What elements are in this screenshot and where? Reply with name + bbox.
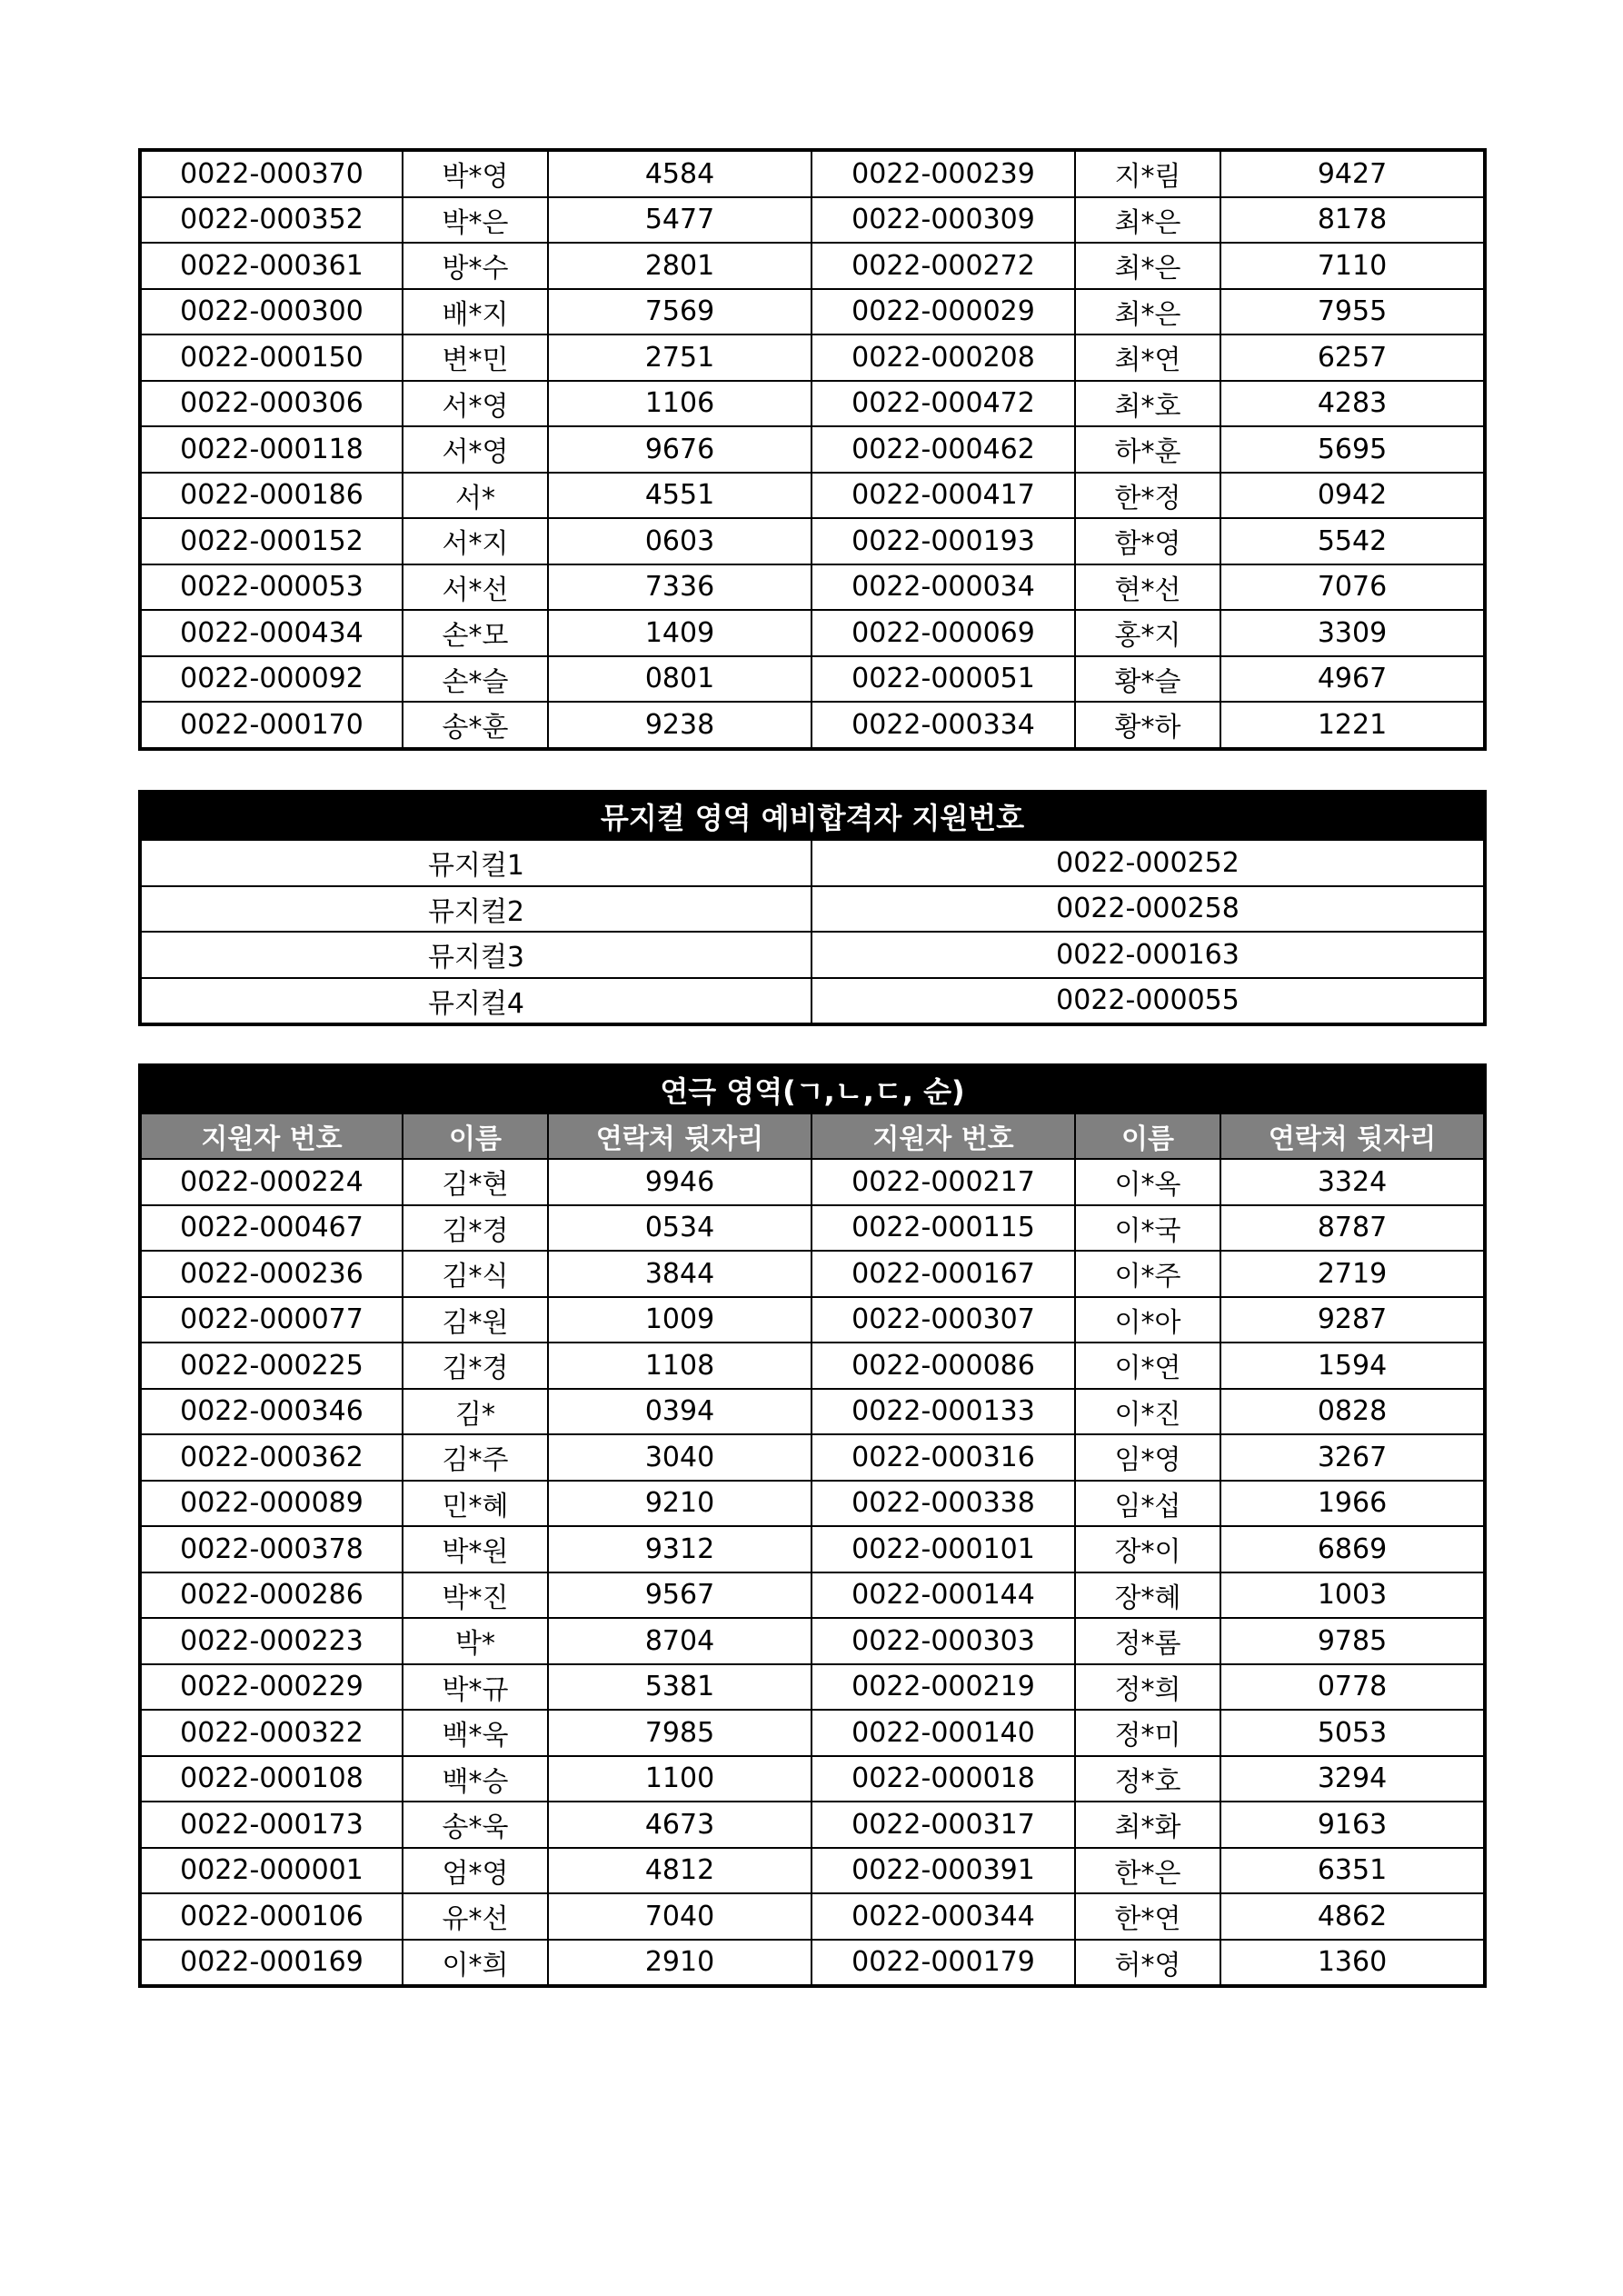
applicant-number-cell: 0022-000118 <box>140 426 403 473</box>
applicant-number-cell: 0022-000434 <box>140 610 403 656</box>
applicant-number-cell: 0022-000344 <box>812 1893 1075 1940</box>
contact-digits-cell: 3324 <box>1220 1159 1485 1205</box>
contact-digits-cell: 1221 <box>1220 702 1485 749</box>
table-row <box>140 610 1485 656</box>
name-cell: 이*아 <box>1075 1297 1220 1343</box>
name-cell: 엄*영 <box>403 1848 548 1894</box>
contact-digits-cell: 9287 <box>1220 1297 1485 1343</box>
contact-digits-cell: 0534 <box>548 1205 812 1252</box>
name-cell: 박*영 <box>403 150 548 197</box>
contact-digits-cell: 1108 <box>548 1343 812 1389</box>
header-contact-last-digits: 연락처 뒷자리 <box>1220 1113 1485 1159</box>
name-cell: 지*림 <box>1075 150 1220 197</box>
name-cell: 변*민 <box>403 334 548 381</box>
name-cell: 김*원 <box>403 1297 548 1343</box>
applicant-number-cell: 0022-000272 <box>812 243 1075 289</box>
contact-digits-cell: 8704 <box>548 1618 812 1664</box>
applicant-number-cell: 0022-000053 <box>140 564 403 611</box>
name-cell: 방*수 <box>403 243 548 289</box>
contact-digits-cell: 1009 <box>548 1297 812 1343</box>
theater-title-row <box>140 1065 1485 1113</box>
musical-label-cell: 뮤지컬2 <box>140 886 812 933</box>
table-row <box>140 1205 1485 1252</box>
applicant-number-cell: 0022-000252 <box>812 840 1485 886</box>
applicant-number-cell: 0022-000378 <box>140 1526 403 1572</box>
contact-digits-cell: 6869 <box>1220 1526 1485 1572</box>
name-cell: 손*슬 <box>403 656 548 703</box>
name-cell: 백*욱 <box>403 1710 548 1756</box>
name-cell: 최*은 <box>1075 289 1220 335</box>
contact-digits-cell: 5542 <box>1220 518 1485 564</box>
table-row <box>140 1572 1485 1619</box>
name-cell: 백*승 <box>403 1756 548 1802</box>
applicant-number-cell: 0022-000223 <box>140 1618 403 1664</box>
theater-applicant-table <box>138 1063 1487 1988</box>
applicant-number-cell: 0022-000173 <box>140 1802 403 1848</box>
header-name: 이름 <box>1075 1113 1220 1159</box>
contact-digits-cell: 5053 <box>1220 1710 1485 1756</box>
table-row <box>140 1756 1485 1802</box>
contact-digits-cell: 7076 <box>1220 564 1485 611</box>
applicant-number-cell: 0022-000217 <box>812 1159 1075 1205</box>
musical-label-cell: 뮤지컬1 <box>140 840 812 886</box>
header-applicant-number: 지원자 번호 <box>812 1113 1075 1159</box>
name-cell: 배*지 <box>403 289 548 335</box>
name-cell: 서*지 <box>403 518 548 564</box>
name-cell: 허*영 <box>1075 1940 1220 1987</box>
name-cell: 박*규 <box>403 1664 548 1711</box>
applicant-number-cell: 0022-000089 <box>140 1481 403 1527</box>
table-row <box>140 1710 1485 1756</box>
table-row <box>140 1618 1485 1664</box>
applicant-number-cell: 0022-000391 <box>812 1848 1075 1894</box>
name-cell: 함*영 <box>1075 518 1220 564</box>
contact-digits-cell: 3040 <box>548 1434 812 1481</box>
applicant-number-cell: 0022-000140 <box>812 1710 1075 1756</box>
name-cell: 이*주 <box>1075 1251 1220 1297</box>
applicant-table-continued-body <box>140 150 1485 749</box>
applicant-number-cell: 0022-000170 <box>140 702 403 749</box>
name-cell: 최*은 <box>1075 197 1220 244</box>
name-cell: 장*이 <box>1075 1526 1220 1572</box>
contact-digits-cell: 2801 <box>548 243 812 289</box>
table-row <box>140 702 1485 749</box>
applicant-number-cell: 0022-000001 <box>140 1848 403 1894</box>
name-cell: 홍*지 <box>1075 610 1220 656</box>
table-row <box>140 1481 1485 1527</box>
contact-digits-cell: 7955 <box>1220 289 1485 335</box>
musical-waitlist-body <box>140 792 1485 1024</box>
musical-waitlist-title: 뮤지컬 영역 예비합격자 지원번호 <box>140 792 1485 840</box>
contact-digits-cell: 5695 <box>1220 426 1485 473</box>
header-name: 이름 <box>403 1113 548 1159</box>
table-row <box>140 518 1485 564</box>
theater-header-row <box>140 1113 1485 1159</box>
contact-digits-cell: 7336 <box>548 564 812 611</box>
contact-digits-cell: 2751 <box>548 334 812 381</box>
applicant-number-cell: 0022-000361 <box>140 243 403 289</box>
contact-digits-cell: 1100 <box>548 1756 812 1802</box>
contact-digits-cell: 0603 <box>548 518 812 564</box>
header-contact-last-digits: 연락처 뒷자리 <box>548 1113 812 1159</box>
name-cell: 서*영 <box>403 426 548 473</box>
contact-digits-cell: 7985 <box>548 1710 812 1756</box>
applicant-number-cell: 0022-000370 <box>140 150 403 197</box>
applicant-table-continued <box>138 148 1487 751</box>
applicant-number-cell: 0022-000229 <box>140 1664 403 1711</box>
name-cell: 현*선 <box>1075 564 1220 611</box>
contact-digits-cell: 4862 <box>1220 1893 1485 1940</box>
name-cell: 최*호 <box>1075 381 1220 427</box>
table-row <box>140 1389 1485 1435</box>
applicant-number-cell: 0022-000467 <box>140 1205 403 1252</box>
contact-digits-cell: 4551 <box>548 473 812 519</box>
name-cell: 최*화 <box>1075 1802 1220 1848</box>
applicant-number-cell: 0022-000346 <box>140 1389 403 1435</box>
applicant-number-cell: 0022-000316 <box>812 1434 1075 1481</box>
name-cell: 민*혜 <box>403 1481 548 1527</box>
name-cell: 이*연 <box>1075 1343 1220 1389</box>
table-row <box>140 334 1485 381</box>
table-row <box>140 1940 1485 1987</box>
name-cell: 박*원 <box>403 1526 548 1572</box>
applicant-number-cell: 0022-000219 <box>812 1664 1075 1711</box>
table-row <box>140 1159 1485 1205</box>
contact-digits-cell: 0778 <box>1220 1664 1485 1711</box>
applicant-number-cell: 0022-000417 <box>812 473 1075 519</box>
table-row <box>140 1526 1485 1572</box>
applicant-number-cell: 0022-000152 <box>140 518 403 564</box>
name-cell: 송*훈 <box>403 702 548 749</box>
name-cell: 손*모 <box>403 610 548 656</box>
contact-digits-cell: 0394 <box>548 1389 812 1435</box>
applicant-number-cell: 0022-000309 <box>812 197 1075 244</box>
contact-digits-cell: 3267 <box>1220 1434 1485 1481</box>
contact-digits-cell: 9210 <box>548 1481 812 1527</box>
table-row <box>140 932 1485 978</box>
applicant-number-cell: 0022-000224 <box>140 1159 403 1205</box>
applicant-number-cell: 0022-000169 <box>140 1940 403 1987</box>
applicant-number-cell: 0022-000163 <box>812 932 1485 978</box>
contact-digits-cell: 8787 <box>1220 1205 1485 1252</box>
name-cell: 송*욱 <box>403 1802 548 1848</box>
name-cell: 하*훈 <box>1075 426 1220 473</box>
name-cell: 박* <box>403 1618 548 1664</box>
applicant-number-cell: 0022-000051 <box>812 656 1075 703</box>
musical-label-cell: 뮤지컬4 <box>140 978 812 1025</box>
name-cell: 한*정 <box>1075 473 1220 519</box>
table-row <box>140 150 1485 197</box>
table-row <box>140 1251 1485 1297</box>
table-row <box>140 289 1485 335</box>
name-cell: 황*슬 <box>1075 656 1220 703</box>
table-row <box>140 426 1485 473</box>
contact-digits-cell: 4812 <box>548 1848 812 1894</box>
applicant-number-cell: 0022-000106 <box>140 1893 403 1940</box>
applicant-number-cell: 0022-000144 <box>812 1572 1075 1619</box>
table-row <box>140 656 1485 703</box>
theater-table-title: 연극 영역(ㄱ,ㄴ,ㄷ, 순) <box>140 1065 1485 1113</box>
applicant-number-cell: 0022-000462 <box>812 426 1075 473</box>
contact-digits-cell: 4673 <box>548 1802 812 1848</box>
contact-digits-cell: 3309 <box>1220 610 1485 656</box>
applicant-number-cell: 0022-000069 <box>812 610 1075 656</box>
contact-digits-cell: 0828 <box>1220 1389 1485 1435</box>
musical-waitlist-table <box>138 790 1487 1026</box>
name-cell: 한*은 <box>1075 1848 1220 1894</box>
name-cell: 유*선 <box>403 1893 548 1940</box>
contact-digits-cell: 7569 <box>548 289 812 335</box>
applicant-number-cell: 0022-000334 <box>812 702 1075 749</box>
contact-digits-cell: 6351 <box>1220 1848 1485 1894</box>
applicant-number-cell: 0022-000317 <box>812 1802 1075 1848</box>
theater-applicant-body <box>140 1065 1485 1986</box>
contact-digits-cell: 5477 <box>548 197 812 244</box>
table-row <box>140 197 1485 244</box>
name-cell: 박*진 <box>403 1572 548 1619</box>
table-row <box>140 1297 1485 1343</box>
contact-digits-cell: 9312 <box>548 1526 812 1572</box>
contact-digits-cell: 9785 <box>1220 1618 1485 1664</box>
applicant-number-cell: 0022-000352 <box>140 197 403 244</box>
contact-digits-cell: 0942 <box>1220 473 1485 519</box>
table-row <box>140 473 1485 519</box>
contact-digits-cell: 8178 <box>1220 197 1485 244</box>
table-row <box>140 1343 1485 1389</box>
applicant-number-cell: 0022-000077 <box>140 1297 403 1343</box>
name-cell: 한*연 <box>1075 1893 1220 1940</box>
contact-digits-cell: 1409 <box>548 610 812 656</box>
name-cell: 정*희 <box>1075 1664 1220 1711</box>
applicant-number-cell: 0022-000303 <box>812 1618 1075 1664</box>
name-cell: 김*경 <box>403 1343 548 1389</box>
name-cell: 서*선 <box>403 564 548 611</box>
contact-digits-cell: 2719 <box>1220 1251 1485 1297</box>
name-cell: 이*국 <box>1075 1205 1220 1252</box>
applicant-number-cell: 0022-000307 <box>812 1297 1075 1343</box>
table-row <box>140 1664 1485 1711</box>
applicant-number-cell: 0022-000055 <box>812 978 1485 1025</box>
applicant-number-cell: 0022-000236 <box>140 1251 403 1297</box>
applicant-number-cell: 0022-000472 <box>812 381 1075 427</box>
name-cell: 김*경 <box>403 1205 548 1252</box>
contact-digits-cell: 2910 <box>548 1940 812 1987</box>
name-cell: 임*영 <box>1075 1434 1220 1481</box>
table-row <box>140 978 1485 1025</box>
name-cell: 임*섭 <box>1075 1481 1220 1527</box>
applicant-number-cell: 0022-000150 <box>140 334 403 381</box>
name-cell: 최*은 <box>1075 243 1220 289</box>
contact-digits-cell: 6257 <box>1220 334 1485 381</box>
name-cell: 이*옥 <box>1075 1159 1220 1205</box>
contact-digits-cell: 3294 <box>1220 1756 1485 1802</box>
name-cell: 정*미 <box>1075 1710 1220 1756</box>
name-cell: 박*은 <box>403 197 548 244</box>
applicant-number-cell: 0022-000115 <box>812 1205 1075 1252</box>
contact-digits-cell: 0801 <box>548 656 812 703</box>
contact-digits-cell: 4283 <box>1220 381 1485 427</box>
applicant-number-cell: 0022-000208 <box>812 334 1075 381</box>
applicant-number-cell: 0022-000338 <box>812 1481 1075 1527</box>
contact-digits-cell: 9567 <box>548 1572 812 1619</box>
name-cell: 김* <box>403 1389 548 1435</box>
applicant-number-cell: 0022-000018 <box>812 1756 1075 1802</box>
table-row <box>140 1848 1485 1894</box>
contact-digits-cell: 1106 <box>548 381 812 427</box>
applicant-number-cell: 0022-000306 <box>140 381 403 427</box>
applicant-number-cell: 0022-000108 <box>140 1756 403 1802</box>
applicant-number-cell: 0022-000286 <box>140 1572 403 1619</box>
applicant-number-cell: 0022-000167 <box>812 1251 1075 1297</box>
name-cell: 김*현 <box>403 1159 548 1205</box>
contact-digits-cell: 3844 <box>548 1251 812 1297</box>
musical-label-cell: 뮤지컬3 <box>140 932 812 978</box>
contact-digits-cell: 4584 <box>548 150 812 197</box>
applicant-number-cell: 0022-000133 <box>812 1389 1075 1435</box>
contact-digits-cell: 9676 <box>548 426 812 473</box>
contact-digits-cell: 9163 <box>1220 1802 1485 1848</box>
name-cell: 서* <box>403 473 548 519</box>
applicant-number-cell: 0022-000193 <box>812 518 1075 564</box>
table-row <box>140 1802 1485 1848</box>
table-row <box>140 564 1485 611</box>
applicant-number-cell: 0022-000322 <box>140 1710 403 1756</box>
contact-digits-cell: 9427 <box>1220 150 1485 197</box>
contact-digits-cell: 4967 <box>1220 656 1485 703</box>
name-cell: 정*호 <box>1075 1756 1220 1802</box>
applicant-number-cell: 0022-000179 <box>812 1940 1075 1987</box>
contact-digits-cell: 7110 <box>1220 243 1485 289</box>
table-row <box>140 243 1485 289</box>
contact-digits-cell: 1360 <box>1220 1940 1485 1987</box>
name-cell: 정*롬 <box>1075 1618 1220 1664</box>
name-cell: 이*진 <box>1075 1389 1220 1435</box>
name-cell: 김*주 <box>403 1434 548 1481</box>
applicant-number-cell: 0022-000034 <box>812 564 1075 611</box>
table-row <box>140 886 1485 933</box>
applicant-number-cell: 0022-000029 <box>812 289 1075 335</box>
contact-digits-cell: 9946 <box>548 1159 812 1205</box>
table-row <box>140 1893 1485 1940</box>
applicant-number-cell: 0022-000239 <box>812 150 1075 197</box>
name-cell: 최*연 <box>1075 334 1220 381</box>
contact-digits-cell: 1003 <box>1220 1572 1485 1619</box>
applicant-number-cell: 0022-000092 <box>140 656 403 703</box>
name-cell: 황*하 <box>1075 702 1220 749</box>
applicant-number-cell: 0022-000101 <box>812 1526 1075 1572</box>
name-cell: 이*희 <box>403 1940 548 1987</box>
contact-digits-cell: 1594 <box>1220 1343 1485 1389</box>
contact-digits-cell: 9238 <box>548 702 812 749</box>
contact-digits-cell: 5381 <box>548 1664 812 1711</box>
contact-digits-cell: 7040 <box>548 1893 812 1940</box>
name-cell: 김*식 <box>403 1251 548 1297</box>
applicant-number-cell: 0022-000300 <box>140 289 403 335</box>
table-row <box>140 381 1485 427</box>
applicant-number-cell: 0022-000225 <box>140 1343 403 1389</box>
musical-waitlist-title-row <box>140 792 1485 840</box>
applicant-number-cell: 0022-000086 <box>812 1343 1075 1389</box>
applicant-number-cell: 0022-000362 <box>140 1434 403 1481</box>
contact-digits-cell: 1966 <box>1220 1481 1485 1527</box>
header-applicant-number: 지원자 번호 <box>140 1113 403 1159</box>
name-cell: 장*혜 <box>1075 1572 1220 1619</box>
table-row <box>140 1434 1485 1481</box>
name-cell: 서*영 <box>403 381 548 427</box>
applicant-number-cell: 0022-000186 <box>140 473 403 519</box>
applicant-number-cell: 0022-000258 <box>812 886 1485 933</box>
table-row <box>140 840 1485 886</box>
